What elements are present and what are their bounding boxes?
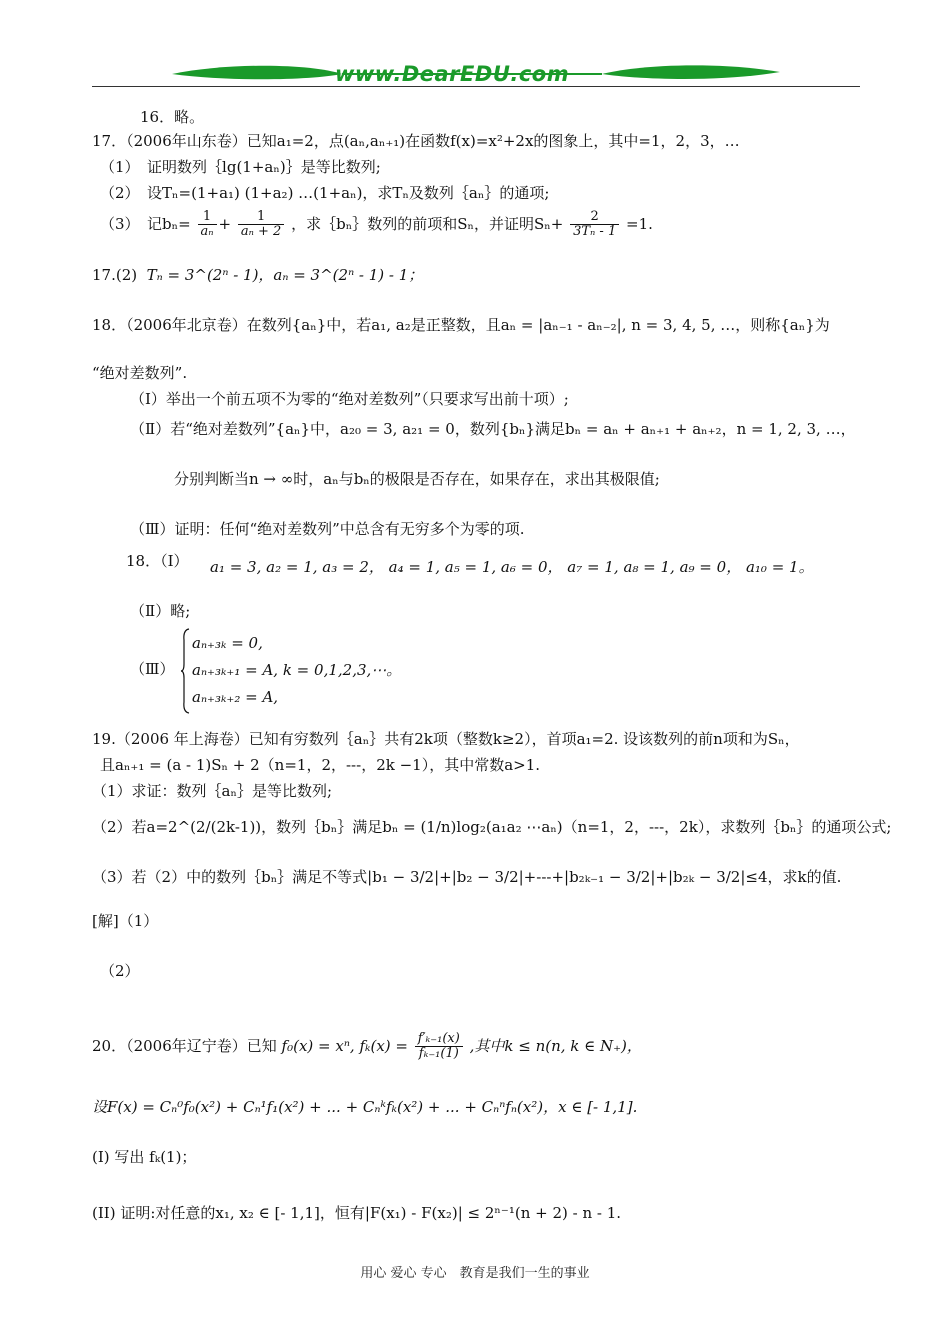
- site-logo-text: www.DearEDU.com: [335, 62, 570, 86]
- problem-17-part1: （1） 证明数列｛lg(1+aₙ)｝是等比数列;: [100, 158, 381, 176]
- answer-18-label: 18．（Ⅰ）: [126, 552, 189, 570]
- cases-brace: [180, 628, 190, 714]
- problem-19-part3: （3）若（2）中的数列｛bₙ｝满足不等式|b₁ − 3/2|+|b₂ − 3/2|+---+|b₂ₖ₋₁ − 3/2|+|b₂ₖ − 3/2|≤4，求k的值.: [92, 868, 842, 886]
- problem-20-part1: (I) 写出 fₖ(1)；: [92, 1148, 197, 1166]
- answer-18-part3-label: （Ⅲ）: [130, 660, 175, 678]
- answer-17: 17.(2) Tₙ = 3^(2ⁿ - 1)，aₙ = 3^(2ⁿ - 1) - 1；: [92, 266, 424, 284]
- answer-18-case1: aₙ₊₃ₖ = 0,: [192, 634, 263, 652]
- problem-18-part1: （Ⅰ）举出一个前五项不为零的“绝对差数列”（只要求写出前十项）;: [130, 390, 569, 408]
- problem-17-part2: （2） 设Tₙ=(1+a₁) (1+a₂) …(1+aₙ)，求Tₙ及数列｛aₙ｝的通项;: [100, 184, 550, 202]
- page-footer: 用心 爱心 专心 教育是我们一生的事业: [360, 1266, 590, 1281]
- answer-18-part2: （Ⅱ）略;: [130, 602, 191, 620]
- problem-20-intro: 20．（2006年辽宁卷）已知 f₀(x) = xⁿ, fₖ(x) = $\frac{\text{f′ₖ₋₁(x)}}{\text{fₖ₋₁(1)}}$ ,其中k ≤ n(n, k ∈ N₊)，: [92, 1031, 642, 1062]
- fraction-1-over-an: $\frac{1}{\text{aₙ}}$: [198, 210, 217, 240]
- answer-18-case2: aₙ₊₃ₖ₊₁ = A, k = 0,1,2,3,⋯。: [192, 661, 402, 679]
- problem-18-part2: （Ⅱ）若“绝对差数列”{aₙ}中，a₂₀ = 3, a₂₁ = 0，数列{bₙ}满足bₙ = aₙ + aₙ₊₁ + aₙ₊₂，n = 1, 2, 3, …，: [130, 420, 856, 438]
- problem-20-define-F: 设F(x) = Cₙ⁰f₀(x²) + Cₙ¹f₁(x²) + ... + Cₙᵏfₖ(x²) + ... + Cₙⁿfₙ(x²)，x ∈ [- 1,1].: [92, 1098, 638, 1116]
- problem-20-part2: (II) 证明:对任意的x₁, x₂ ∈ [- 1,1]，恒有|F(x₁) - F(x₂)| ≤ 2ⁿ⁻¹(n + 2) - n - 1.: [92, 1204, 622, 1222]
- problem-18-intro: 18．（2006年北京卷）在数列{aₙ}中，若a₁, a₂是正整数，且aₙ = |aₙ₋₁ - aₙ₋₂|, n = 3, 4, 5, …，则称{aₙ}为: [92, 316, 830, 334]
- problem-19-part2: （2）若a=2^(2/(2k-1))，数列｛bₙ｝满足bₙ = (1/n)log₂(a₁a₂ ⋯aₙ)（n=1，2，---，2k），求数列｛bₙ｝的通项公式;: [92, 818, 892, 836]
- problem-17-part3: （3） 记bₙ= $\frac{1}{\text{aₙ}}$ + $\frac{1}{\text{aₙ + 2}}$ ，求｛bₙ｝数列的前项和Sₙ，并证明Sₙ+ $\frac{2}{\text{3Tₙ - 1}}$ =1.: [100, 209, 653, 240]
- solution-19-part2: （2）: [100, 962, 140, 980]
- problem-19-intro: 19.（2006 年上海卷）已知有穷数列｛aₙ｝共有2k项（整数k≥2），首项a₁=2. 设该数列的前n项和为Sₙ，: [92, 730, 800, 748]
- answer-18-part1: a₁ = 3, a₂ = 1, a₃ = 2， a₄ = 1, a₅ = 1, a₆ = 0， a₇ = 1, a₈ = 1, a₉ = 0， a₁₀ = 1。: [210, 558, 814, 576]
- problem-19-intro2: 且aₙ₊₁ = (a - 1)Sₙ + 2（n=1，2，---，2k −1），其中常数a>1.: [100, 756, 541, 774]
- fraction-1-over-an-plus-2: $\frac{1}{\text{aₙ + 2}}$: [238, 210, 284, 240]
- problem-18-intro2: “绝对差数列”.: [92, 364, 188, 382]
- solution-19-part1: [解]（1）: [92, 912, 159, 930]
- header-rule: [92, 86, 860, 87]
- problem-17-intro: 17．（2006年山东卷）已知a₁=2，点(aₙ,aₙ₊₁)在函数f(x)=x²+2x的图象上，其中=1，2，3，…: [92, 132, 740, 150]
- problem-18-part2b: 分别判断当n → ∞时，aₙ与bₙ的极限是否存在，如果存在，求出其极限值;: [174, 470, 660, 488]
- fraction-derivative: $\frac{\text{f′ₖ₋₁(x)}}{\text{fₖ₋₁(1)}}$: [415, 1032, 463, 1062]
- problem-16: 16．略。: [140, 108, 205, 126]
- problem-19-part1: （1）求证：数列｛aₙ｝是等比数列;: [92, 782, 333, 800]
- fraction-2-over-3tn: $\frac{2}{\text{3Tₙ - 1}}$: [570, 210, 619, 240]
- answer-18-case3: aₙ₊₃ₖ₊₂ = A,: [192, 688, 279, 706]
- problem-18-part3: （Ⅲ）证明：任何“绝对差数列”中总含有无穷多个为零的项.: [130, 520, 525, 538]
